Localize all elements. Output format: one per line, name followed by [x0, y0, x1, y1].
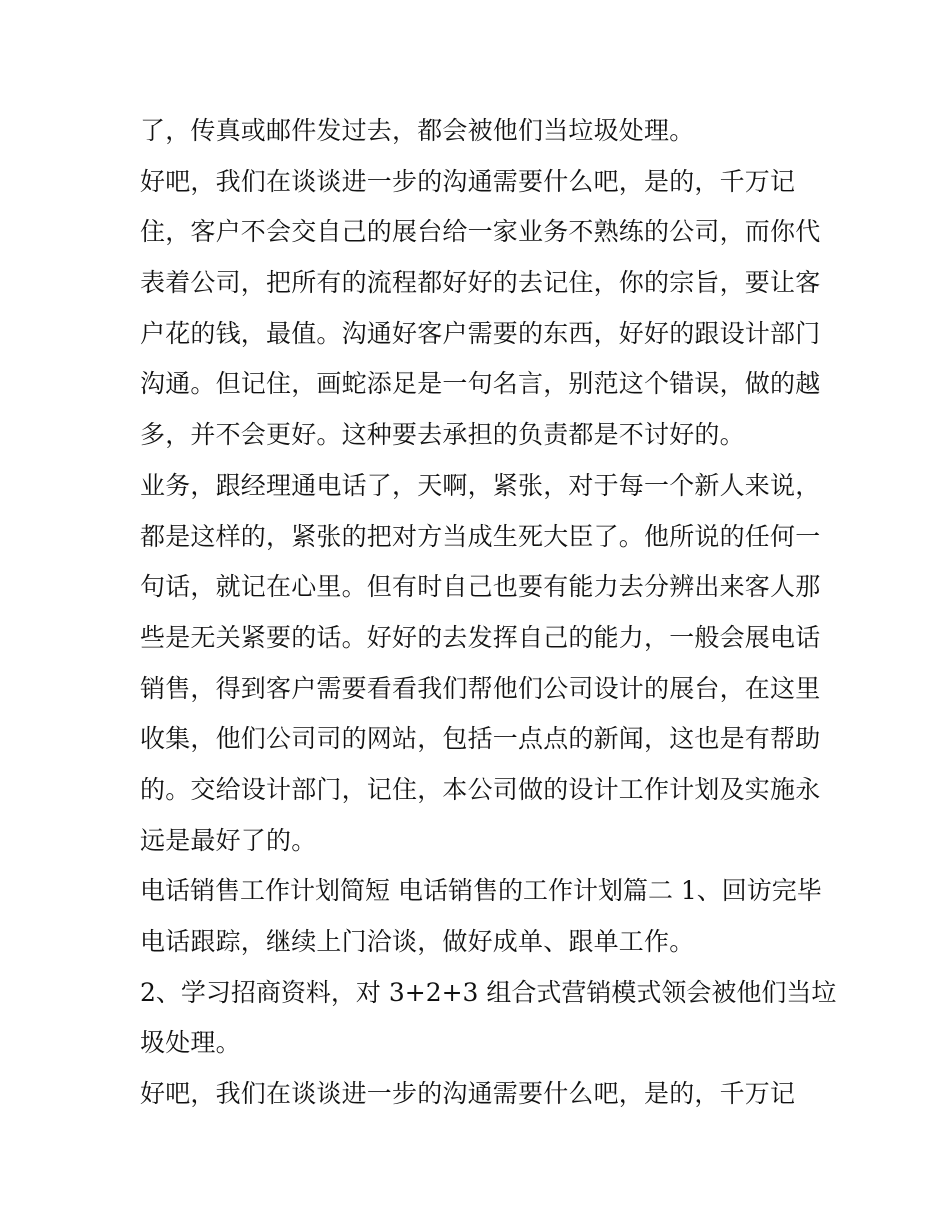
- text-line: 多，并不会更好。这种要去承担的负责都是不讨好的。: [140, 420, 745, 450]
- text-line: 了，传真或邮件发过去，都会被他们当垃圾处理。: [140, 116, 695, 145]
- text-line: 沟通。但记住，画蛇添足是一句名言，别范这个错误，做的越: [140, 369, 821, 399]
- text-line: 电话销售工作计划简短 电话销售的工作计划篇二 1、回访完毕: [140, 876, 822, 906]
- text-line: 远是最好了的。: [140, 825, 317, 855]
- text-line: 销售，得到客户需要看看我们帮他们公司设计的展台，在这里: [140, 673, 821, 703]
- text-line: 收集，他们公司司的网站，包括一点点的新闻，这也是有帮助: [140, 724, 821, 754]
- text-line: 好吧，我们在谈谈进一步的沟通需要什么吧，是的，千万记: [140, 1079, 796, 1109]
- text-line: 圾处理。: [140, 1028, 241, 1058]
- document-body: [140, 106, 837, 1120]
- text-line: 都是这样的，紧张的把对方当成生死大臣了。他所说的任何一: [140, 521, 821, 551]
- text-line: 句话，就记在心里。但有时自己也要有能力去分辨出来客人那: [140, 572, 821, 602]
- text-line: 户花的钱，最值。沟通好客户需要的东西，好好的跟设计部门: [140, 318, 821, 348]
- text-line: 好吧，我们在谈谈进一步的沟通需要什么吧，是的，千万记: [140, 166, 796, 196]
- text-line: 的。交给设计部门，记住，本公司做的设计工作计划及实施永: [140, 774, 821, 804]
- text-line: 业务，跟经理通电话了，天啊，紧张，对于每一个新人来说，: [140, 470, 821, 500]
- text-line: 些是无关紧要的话。好好的去发挥自己的能力，一般会展电话: [140, 622, 821, 652]
- text-line: 2、学习招商资料，对 3+2+3 组合式营销模式领会被他们当垃: [140, 977, 837, 1007]
- text-line: 表着公司，把所有的流程都好好的去记住，你的宗旨，要让客: [140, 268, 821, 298]
- text-line: 住，客户不会交自己的展台给一家业务不熟练的公司，而你代: [140, 217, 821, 247]
- text-line: 电话跟踪，继续上门洽谈，做好成单、跟单工作。: [140, 927, 695, 956]
